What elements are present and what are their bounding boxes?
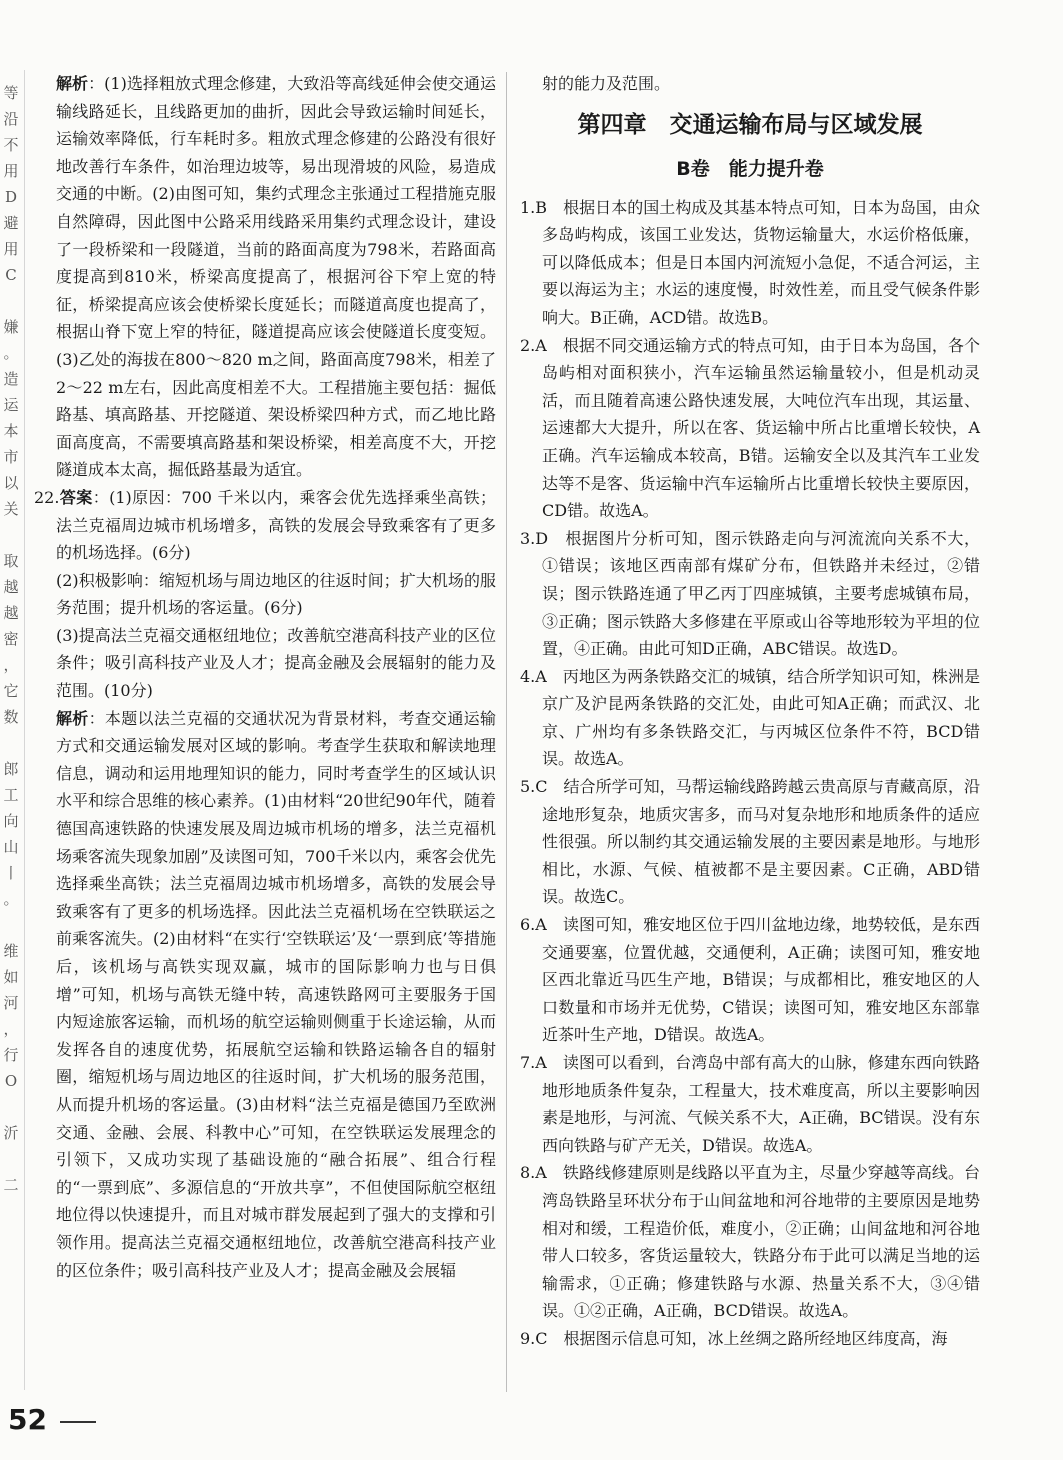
analysis-paragraph-21 <box>34 70 496 484</box>
edge-char: 取 <box>3 552 19 570</box>
edge-char: 避 <box>3 214 19 232</box>
answer-22 <box>34 484 496 567</box>
edge-char <box>0 912 22 938</box>
edge-char: 丨 <box>3 864 19 882</box>
analysis-text: ：本题以法兰克福的交通状况为背景材料，考查交通运输方式和交通运输发展对区域的影响。考查学生获取和解读地理信息，调动和运用地理知识的能力，同时考查学生的区域认识水平和综合思维的核心素养。(1)由材料“20世纪90年代，随着德国高速铁路的快速发展及周边城市机场的增多，法兰克福机场乘客流失现象加剧”及读图可知，700千米以内，乘客会优先选择乘坐高铁；法兰克福周边城市机场增多，高铁的发展会导致乘客有了更多的机场选择。因此法兰克福机场在空铁联运之前乘客流失。(2)由材料“在实行‘空铁联运’及‘一票到底’等措施后，该机场与高铁实现双赢，城市的国际影响力也与日俱增”可知，机场与高铁无缝中转，高速铁路网可主要服务于国内短途旅客运输，而机场的航空运输则侧重于长途运输，从而发挥各自的速度优势，拓展航空运输和铁路运输各自的辐射圈，缩短机场与周边地区的往返时间，扩大机场的服务范围，从而提升机场的客运量。(3)由材料“法兰克福是德国乃至欧洲交通、金融、会展、科教中心”可知，在空铁联运发展理念的引领下，又成功实现了基础设施的“融合拓展”、组合行程的“一票到底”、多源信息的“开放共享”，不但使国际航空枢纽地位得以快速提升，而且对城市群发展起到了强大的支撑和引领作用。提高法兰克福交通枢纽地位，改善航空港高科技产业的区位条件；吸引高科技产业及人才；提高金融及会展辐 <box>56 708 496 1280</box>
answer-item: 7.A 读图可以看到，台湾岛中部有高大的山脉，修建东西向铁路地形地质条件复杂，工程量大，技术难度高，所以主要影响因素是地形，与河流、气候关系不大，A正确，BC错误。没有东西向铁路与矿产无关，D错误。故选A。 <box>520 1053 980 1155</box>
answer-part-3: (3)提高法兰克福交通枢纽地位；改善航空港高科技产业的区位条件；吸引高科技产业及人才；提高金融及会展辐射的能力及范围。(10分) <box>56 625 496 701</box>
section-title: B卷 能力提升卷 <box>676 157 824 180</box>
edge-char: 越 <box>3 578 19 596</box>
edge-char: 不 <box>3 136 19 154</box>
edge-char <box>0 522 22 548</box>
analysis-paragraph-22 <box>34 705 496 1284</box>
edge-char: 沿 <box>3 110 19 128</box>
edge-char: 运 <box>3 396 19 414</box>
edge-char <box>0 1146 22 1172</box>
edge-divider <box>24 70 25 1390</box>
edge-char: 本 <box>3 422 19 440</box>
edge-char: 工 <box>3 786 19 804</box>
edge-char <box>0 288 22 314</box>
answer-part-2: (2)积极影响：缩短机场与周边地区的往返时间；扩大机场的服务范围；提升机场的客运量。(6分) <box>56 570 496 618</box>
left-column <box>34 70 496 1284</box>
page-number-rule <box>60 1421 96 1423</box>
edge-char: 行 <box>3 1046 19 1064</box>
analysis-label: 解析 <box>56 74 89 93</box>
answer-item: 3.D 根据图片分析可知，图示铁路走向与河流流向关系不大，①错误；该地区西南部有煤矿分布，但铁路并未经过，②错误；图示铁路连通了甲乙丙丁四座城镇，主要考虑城镇布局，③正确；图示铁路大多修建在平原或山谷等地形较为平坦的位置，④正确。由此可知D正确，ABC错误。故选D。 <box>520 528 980 659</box>
answer-part-1: ：(1)原因：700 千米以内，乘客会优先选择乘坐高铁；法兰克福周边城市机场增多，高铁的发展会导致乘客有了更多的机场选择。(6分) <box>56 487 496 563</box>
answer-item: 5.C 结合所学可知，马帮运输线路跨越云贵高原与青藏高原，沿途地形复杂，地质灾害多，而马对复杂地形和地质条件的适应性很强。所以制约其交通运输发展的主要因素是地形。与地形相比，水源、气候、植被都不是主要因素。C正确，ABD错误。故选C。 <box>520 777 980 907</box>
edge-char: 。 <box>3 344 19 362</box>
continued-text: 射的能力及范围。 <box>542 74 671 93</box>
edge-char: ， <box>3 656 19 674</box>
edge-char: 密 <box>3 630 19 648</box>
answer-item: 9.C 根据图示信息可知，冰上丝绸之路所经地区纬度高，海 <box>520 1328 948 1348</box>
answer-item: 6.A 读图可知，雅安地区位于四川盆地边缘，地势较低，是东西交通要塞，位置优越，交通便利，A正确；读图可知，雅安地区西北靠近马匹生产地，B错误；与成都相比，雅安地区的人口数量和市场并无优势，C错误；读图可知，雅安地区东部靠近茶叶生产地，D错误。故选A。 <box>520 915 980 1045</box>
answer-item: 8.A 铁路线修建原则是线路以平直为主，尽量少穿越等高线。台湾岛铁路呈环状分布于山间盆地和河谷地带的主要原因是地势相对和缓，工程造价低，难度小，②正确；山间盆地和河谷地带人口较多，客货运量较大，铁路分布于此可以满足当地的运输需求，①正确；修建铁路与水源、热量关系不大，③④错误。①②正确，A正确，BCD错误。故选A。 <box>520 1163 980 1321</box>
chapter-title: 第四章 交通运输布局与区域发展 <box>577 111 923 138</box>
answer-item: 2.A 根据不同交通运输方式的特点可知，由于日本为岛国，各个岛屿相对面积狭小，汽车运输虽然运输量较小，但是机动灵活，而且随着高速公路快速发展，大吨位汽车出现，其运量、运速都大大提升，所以在客、货运输中所占比重增长较快，A正确。汽车运输成本较高，B错。运输安全以及其汽车工业发达等不是客、货运输中汽车运输所占比重增长较快主要原因，CD错。故选A。 <box>520 335 980 521</box>
page-number: 52 <box>8 1403 47 1436</box>
edge-char: 以 <box>3 474 19 492</box>
edge-char: C <box>5 266 17 284</box>
edge-char: 。 <box>3 890 19 908</box>
edge-char: 维 <box>3 942 19 960</box>
edge-char: 用 <box>3 240 19 258</box>
analysis-label: 解析 <box>56 708 89 728</box>
edge-char: 市 <box>3 448 19 466</box>
edge-char: 山 <box>3 838 19 856</box>
edge-char: 郎 <box>3 760 19 778</box>
edge-char: 向 <box>3 812 19 830</box>
analysis-text: ：(1)选择粗放式理念修建，大致沿等高线延伸会使交通运输线路延长，且线路更加的曲折，因此会导致运输时间延长，运输效率降低，行车耗时多。粗放式理念修建的公路没有很好地改善行车条件，如治理边坡等，易出现滑坡的风险，易造成交通的中断。(2)由图可知，集约式理念主张通过工程措施克服自然障碍，因此图中公路采用线路采用集约式理念设计，建设了一段桥梁和一段隧道，当前的路面高度为798米，若路面高度提高到810米，桥梁高度提高了，根据河谷下窄上宽的特征，桥梁提高应该会使桥梁长度延长；而隧道高度也提高了，根据山脊下宽上窄的特征，隧道提高应该会使隧道长度变短。(3)乙处的海拔在800～820 m之间，路面高度798米，相差了2～22 m左右，因此高度相差不大。工程措施主要包括：掘低路基、填高路基、开挖隧道、架设桥梁四种方式，而乙地比路面高度高，不需要填高路基和架设桥梁，相差高度不大，开挖隧道成本太高，掘低路基最为适宜。 <box>56 74 496 480</box>
answer-item: 4.A 丙地区为两条铁路交汇的城镇，结合所学知识可知，株洲是京广及沪昆两条铁路的交汇处，由此可知A正确；而武汉、北京、广州均有多条铁路交汇，与丙城区位条件不符，BCD错误。故选A。 <box>520 666 980 769</box>
answer-list <box>520 194 980 1353</box>
edge-char: 用 <box>3 162 19 180</box>
edge-char: 它 <box>3 682 19 700</box>
edge-char: 如 <box>3 968 19 986</box>
edge-char: 二 <box>3 1176 19 1194</box>
edge-char: ， <box>3 1020 19 1038</box>
edge-char: 等 <box>3 84 19 102</box>
edge-char <box>0 1094 22 1120</box>
edge-char: O <box>4 1072 18 1090</box>
answer-item: 1.B 根据日本的国土构成及其基本特点可知，日本为岛国，由众多岛屿构成，该国工业发达，货物运输量大，水运价格低廉，可以降低成本；但是日本国内河流短小急促，不适合河运，主要以海运为主；水运的速度慢，时效性差，而且受气候条件影响大。B正确，ACD错。故选B。 <box>520 197 980 327</box>
adjacent-page-edge <box>0 80 22 1198</box>
edge-char: 关 <box>3 500 19 518</box>
edge-char: 沂 <box>3 1124 19 1142</box>
edge-char <box>0 730 22 756</box>
answer-label: 答案 <box>59 487 93 507</box>
edge-char: D <box>4 188 18 206</box>
question-number: 22. <box>34 487 60 507</box>
edge-char: 数 <box>3 708 19 726</box>
edge-char: 造 <box>3 370 19 388</box>
edge-char: 河 <box>3 994 19 1012</box>
right-column <box>520 70 980 1353</box>
edge-char: 越 <box>3 604 19 622</box>
edge-char: 嫌 <box>3 318 19 336</box>
column-divider <box>506 72 507 1392</box>
